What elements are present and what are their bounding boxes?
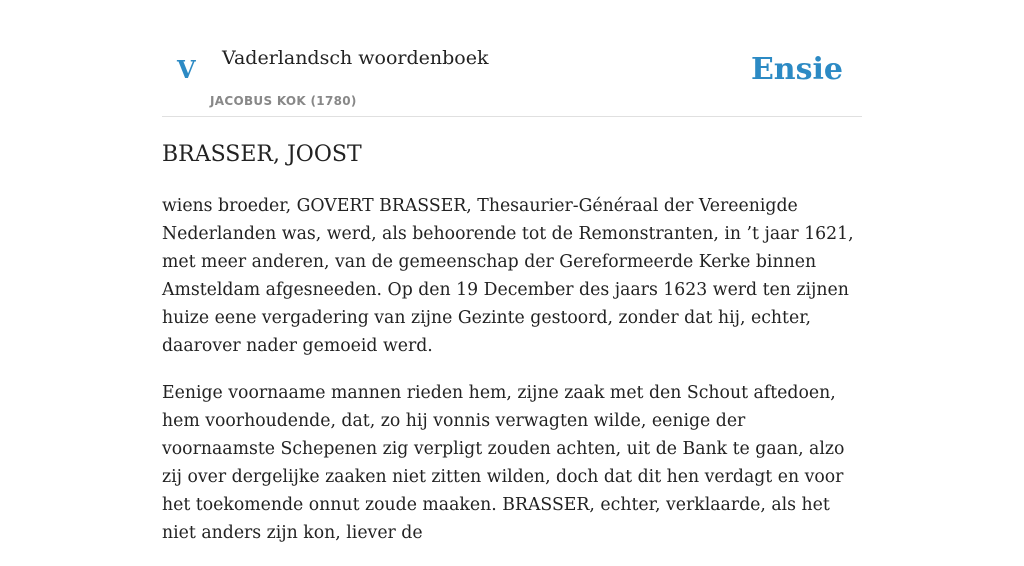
entry-paragraph: wiens broeder, GOVERT BRASSER, Thesaurier-Généraal der Vereenigde Nederlanden was, werd, als behoorende tot de Remonstranten, in ’t jaar 1621, met meer anderen, van de gemeenschap der Gereformeerde Kerke binnen Amsteldam afgesneeden. Op den 19 December des jaars 1623 werd ten zijnen huize eene vergadering van zijne Gezinte gestoord, zonder dat hij, echter, daarover nader gemoeid werd. (162, 196, 854, 356)
book-author-link[interactable]: JACOBUS KOK (1780) (210, 94, 357, 108)
entry-body (162, 192, 862, 566)
book-initial-letter[interactable]: V (177, 55, 196, 84)
ensie-logo-link[interactable]: Ensie (750, 52, 843, 87)
book-title-link[interactable]: Vaderlandsch woordenboek (222, 47, 489, 69)
page (162, 0, 862, 543)
entry-title: BRASSER, JOOST (162, 142, 362, 167)
book-header (162, 0, 862, 117)
entry-paragraph: Eenige voornaame mannen rieden hem, zijne zaak met den Schout aftedoen, hem voorhoudende, dat, zo hij vonnis verwagten wilde, eenige der voornaamste Schepenen zig verpligt zouden achten, uit de Bank te gaan, alzo zij over dergelijke zaaken niet zitten wilden, doch dat dit hen verdagt en voor het toekomende onnut zoude maaken. BRASSER, echter, verklaarde, als het niet anders zijn kon, liever de (162, 383, 845, 543)
